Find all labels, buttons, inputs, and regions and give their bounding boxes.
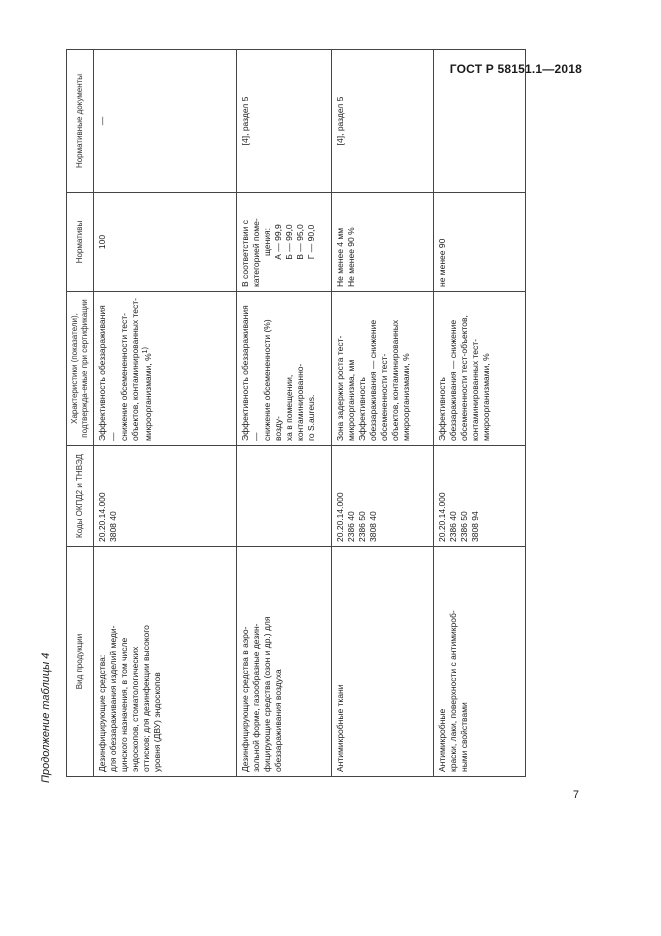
cell-line: цинского назначения, в том числе bbox=[119, 637, 130, 772]
cell-codes bbox=[434, 446, 526, 547]
cell-documents: — bbox=[94, 50, 237, 193]
cell-line: 2386 40 bbox=[346, 511, 357, 542]
cell-norms bbox=[434, 193, 526, 292]
cell-line: обсемененности тест- bbox=[378, 353, 389, 441]
cell-line: объектов, контаминированных тест- bbox=[130, 298, 141, 441]
cell-norms bbox=[94, 193, 237, 292]
cell-documents: [4], раздел 5 bbox=[332, 50, 434, 193]
header-product: Вид продукции bbox=[67, 547, 94, 777]
cell-line: контаминированных тест- bbox=[470, 338, 481, 441]
cell-line: микроорганизмами, % bbox=[400, 353, 411, 441]
table-container bbox=[66, 73, 525, 777]
header-characteristics: Характеристики (показатели), подтвержда-емые при сертификации bbox=[67, 292, 94, 446]
cell-line: Зона задержки роста тест- bbox=[335, 335, 346, 441]
cell-line: зольной форме, газообразные дезин- bbox=[251, 623, 262, 772]
cell-line: уровня (ДВУ) эндоскопов bbox=[151, 672, 162, 772]
cell-line: для обеззараживания изделий меди- bbox=[108, 625, 119, 772]
cell-line: 100 bbox=[97, 234, 108, 250]
cell-codes bbox=[94, 446, 237, 547]
cell-line: 20.20.14.000 bbox=[97, 492, 108, 542]
cell-line: Эффективность bbox=[437, 377, 448, 441]
cell-line: снижение обсемененности (%) возду- bbox=[262, 316, 284, 441]
cell-line: го S.aureus. bbox=[305, 394, 316, 441]
table-row bbox=[434, 50, 526, 777]
cell-product bbox=[237, 547, 332, 777]
cell-line: микроорганизмами, % bbox=[480, 353, 491, 441]
cell-characteristics bbox=[332, 292, 434, 446]
table-header-row bbox=[67, 50, 94, 777]
cell-line: Эффективность обеззараживания — bbox=[97, 302, 119, 441]
table-continuation-caption: Продолжение таблицы 4 bbox=[40, 652, 52, 783]
cell-codes bbox=[237, 446, 332, 547]
cell-line: обеззараживания — снижение bbox=[368, 319, 379, 441]
cell-line: Дезинфицирующие средства в аэро- bbox=[240, 626, 251, 772]
cell-codes bbox=[332, 446, 434, 547]
cell-line: микроорганизма, мм bbox=[346, 359, 357, 441]
cell-characteristics bbox=[434, 292, 526, 446]
cell-line: не менее 90 bbox=[437, 238, 448, 287]
cell-line bbox=[141, 296, 154, 441]
cell-line: 2386 50 bbox=[459, 511, 470, 542]
header-documents: Нормативные документы bbox=[67, 50, 94, 193]
cell-norms bbox=[332, 193, 434, 292]
cell-line: эндоскопов, стоматологических bbox=[130, 646, 141, 772]
footnote-mark: 1) bbox=[140, 347, 149, 354]
cell-line: Г — 90,0 bbox=[305, 224, 316, 260]
cell-line: ха в помещении, контаминированно- bbox=[283, 363, 305, 441]
cell-line: Антимикробные bbox=[437, 708, 448, 772]
cell-line: щения: bbox=[262, 227, 273, 257]
page-number: 7 bbox=[572, 789, 579, 801]
cell-line: объектов, контаминированных bbox=[389, 319, 400, 441]
cell-line: Не менее 4 мм bbox=[335, 227, 346, 287]
cell-line: категорией поме- bbox=[251, 218, 262, 287]
cell-product bbox=[94, 547, 237, 777]
cell-line: обсемененности тест-объектов, bbox=[459, 315, 470, 441]
cell-line: 2386 40 bbox=[448, 511, 459, 542]
cell-documents bbox=[434, 50, 526, 193]
cell-line: Эффективность bbox=[357, 377, 368, 441]
cell-documents: [4], раздел 5 bbox=[237, 50, 332, 193]
cell-line: Б — 99,0 bbox=[283, 224, 294, 260]
cell-line: 3808 40 bbox=[368, 511, 379, 542]
cell-line: 20.20.14.000 bbox=[437, 492, 448, 542]
cell-line: краски, лаки, поверхности с антимикроб- bbox=[448, 610, 459, 772]
cell-characteristics bbox=[237, 292, 332, 446]
cell-line: А — 99,9 bbox=[273, 224, 284, 260]
cell-line: В соответствии с bbox=[240, 220, 251, 287]
cell-line-text: микроорганизмами, % bbox=[142, 353, 153, 441]
cell-line: 2386 50 bbox=[357, 511, 368, 542]
document-code: ГОСТ Р 58151.1—2018 bbox=[449, 62, 582, 76]
cell-product bbox=[434, 547, 526, 777]
table-row bbox=[94, 50, 237, 777]
cell-product bbox=[332, 547, 434, 777]
cell-characteristics bbox=[94, 292, 237, 446]
cell-line: ными свойствами bbox=[459, 702, 470, 772]
product-certification-table bbox=[66, 49, 526, 777]
cell-line: В — 95,0 bbox=[294, 224, 305, 260]
cell-line: снижение обсемененности тест- bbox=[119, 313, 130, 441]
cell-line: Не менее 90 % bbox=[346, 227, 357, 287]
header-norms: Нормативы bbox=[67, 193, 94, 292]
cell-line: Эффективность обеззараживания — bbox=[240, 302, 262, 441]
table-row bbox=[332, 50, 434, 777]
header-codes: Коды ОКПД2 и ТНВЭД bbox=[67, 446, 94, 547]
cell-line: 3808 94 bbox=[470, 511, 481, 542]
cell-line: фицирующие средства (озон и др.) для bbox=[262, 616, 273, 772]
cell-line: Дезинфицирующие средства: bbox=[97, 654, 108, 772]
cell-line: Антимикробные ткани bbox=[335, 684, 346, 772]
cell-line: оттисков; для дезинфекции высокого bbox=[140, 625, 151, 772]
cell-line: обеззараживания — снижение bbox=[448, 319, 459, 441]
cell-line: 3808 40 bbox=[108, 511, 119, 542]
table-row bbox=[237, 50, 332, 777]
cell-line: 20.20.14.000 bbox=[335, 492, 346, 542]
cell-norms bbox=[237, 193, 332, 292]
cell-line: обеззараживания воздуха bbox=[273, 669, 284, 772]
